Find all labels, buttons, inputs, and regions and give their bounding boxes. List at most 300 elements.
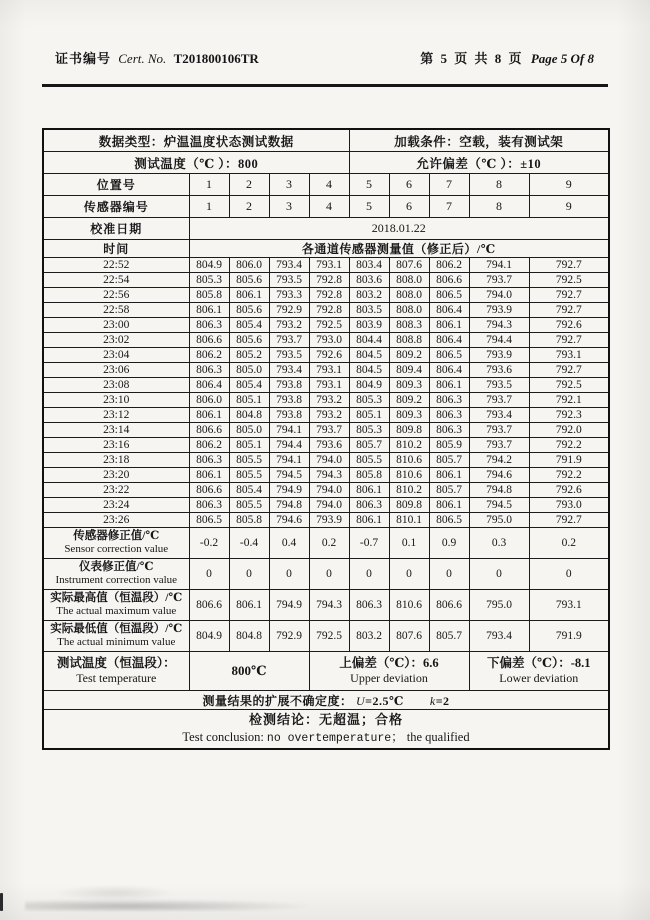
- reading-value: 806.1: [429, 498, 469, 513]
- reading-time: 23:20: [43, 468, 189, 483]
- instrument-correction-value: 0: [349, 559, 389, 590]
- actual-minimum-label-zh: 实际最低值（恒温段）/℃: [50, 623, 183, 636]
- reading-value: 805.3: [349, 423, 389, 438]
- reading-value: 810.1: [389, 513, 429, 528]
- conclusion-zh: 检测结论：无超温；合格: [249, 711, 404, 727]
- instrument-correction-value: 0: [229, 559, 269, 590]
- reading-value: 809.2: [389, 348, 429, 363]
- reading-value: 806.6: [189, 483, 229, 498]
- reading-value: 792.5: [529, 273, 609, 288]
- actual-maximum-label: [43, 590, 189, 621]
- reading-value: 806.5: [429, 513, 469, 528]
- reading-value: 805.7: [429, 483, 469, 498]
- actual-maximum-value: 795.0: [469, 590, 529, 621]
- summary-test-temp-label-zh: 测试温度（恒温段）：: [56, 655, 176, 670]
- reading-value: 794.1: [469, 258, 529, 273]
- conclusion-cell: [43, 710, 609, 750]
- reading-value: 793.7: [269, 333, 309, 348]
- reading-value: 792.7: [529, 513, 609, 528]
- reading-time: 23:00: [43, 318, 189, 333]
- reading-time: 23:12: [43, 408, 189, 423]
- reading-value: 806.2: [189, 348, 229, 363]
- reading-value: 808.0: [389, 273, 429, 288]
- reading-value: 805.1: [229, 438, 269, 453]
- actual-maximum-label-en: The actual maximum value: [56, 605, 177, 618]
- reading-row: [43, 513, 609, 528]
- reading-value: 805.8: [349, 468, 389, 483]
- reading-value: 794.8: [469, 483, 529, 498]
- reading-time: 23:06: [43, 363, 189, 378]
- reading-row: [43, 438, 609, 453]
- reading-value: 806.3: [429, 408, 469, 423]
- sensor-number-label: 传感器编号: [43, 196, 189, 218]
- reading-value: 809.2: [389, 393, 429, 408]
- reading-value: 792.6: [529, 318, 609, 333]
- reading-value: 804.9: [349, 378, 389, 393]
- sensor-number: 4: [309, 196, 349, 218]
- reading-value: 803.6: [349, 273, 389, 288]
- reading-row: [43, 318, 609, 333]
- sensor-correction-value: 0.4: [269, 528, 309, 559]
- document-header: [55, 48, 598, 68]
- reading-value: 794.8: [269, 498, 309, 513]
- reading-value: 806.3: [189, 363, 229, 378]
- reading-value: 793.6: [309, 438, 349, 453]
- reading-row: [43, 393, 609, 408]
- reading-value: 793.4: [269, 363, 309, 378]
- reading-value: 793.1: [529, 348, 609, 363]
- reading-time: 23:22: [43, 483, 189, 498]
- reading-value: 793.2: [309, 408, 349, 423]
- reading-value: 806.1: [189, 303, 229, 318]
- reading-time: 23:24: [43, 498, 189, 513]
- summary-deviation-row: [43, 652, 609, 691]
- actual-minimum-value: 803.2: [349, 621, 389, 652]
- reading-value: 804.5: [349, 348, 389, 363]
- reading-value: 792.9: [269, 303, 309, 318]
- conclusion-en-prefix: Test conclusion:: [182, 730, 267, 745]
- reading-value: 792.7: [529, 363, 609, 378]
- actual-maximum-value: 794.9: [269, 590, 309, 621]
- reading-value: 805.1: [349, 408, 389, 423]
- reading-value: 793.9: [469, 303, 529, 318]
- reading-value: 806.5: [429, 288, 469, 303]
- position-number: 8: [469, 174, 529, 196]
- scan-edge-artifact: [0, 893, 3, 911]
- reading-value: 807.6: [389, 258, 429, 273]
- reading-value: 792.1: [529, 393, 609, 408]
- reading-value: 793.6: [469, 363, 529, 378]
- reading-value: 806.1: [429, 378, 469, 393]
- uncertainty-row: [43, 691, 609, 710]
- sensor-correction-value: 0.2: [309, 528, 349, 559]
- sensor-correction-value: 0.9: [429, 528, 469, 559]
- actual-maximum-label-zh: 实际最高值（恒温段）/℃: [50, 592, 183, 605]
- reading-value: 805.7: [429, 453, 469, 468]
- sensor-correction-value: -0.7: [349, 528, 389, 559]
- sensor-number-row: [43, 196, 609, 218]
- reading-value: 808.3: [389, 318, 429, 333]
- reading-value: 806.3: [189, 498, 229, 513]
- instrument-correction-label: [43, 559, 189, 590]
- sensor-correction-value: 0.3: [469, 528, 529, 559]
- reading-value: 793.7: [469, 273, 529, 288]
- reading-value: 806.1: [189, 468, 229, 483]
- reading-value: 805.1: [229, 393, 269, 408]
- reading-value: 795.0: [469, 513, 529, 528]
- reading-value: 804.8: [229, 408, 269, 423]
- reading-value: 805.4: [229, 483, 269, 498]
- allowed-deviation-cell: 允许偏差（℃ ）：±10: [349, 152, 609, 174]
- actual-maximum-row: [43, 590, 609, 621]
- reading-value: 805.8: [189, 288, 229, 303]
- actual-minimum-row: [43, 621, 609, 652]
- sensor-number: 3: [269, 196, 309, 218]
- instrument-correction-label-en: Instrument correction value: [55, 574, 178, 587]
- uncertainty-u-symbol: U: [355, 693, 366, 708]
- reading-time: 23:08: [43, 378, 189, 393]
- summary-test-temp-value: 800℃: [189, 652, 309, 691]
- reading-value: 794.4: [469, 333, 529, 348]
- reading-row: [43, 468, 609, 483]
- reading-value: 793.8: [269, 393, 309, 408]
- reading-value: 793.5: [269, 273, 309, 288]
- reading-time: 23:02: [43, 333, 189, 348]
- reading-row: [43, 498, 609, 513]
- reading-value: 794.5: [469, 498, 529, 513]
- instrument-correction-label-zh: 仪表修正值/℃: [79, 561, 154, 574]
- sensor-correction-value: -0.4: [229, 528, 269, 559]
- reading-value: 794.6: [269, 513, 309, 528]
- reading-value: 794.1: [269, 453, 309, 468]
- actual-minimum-value: 805.7: [429, 621, 469, 652]
- reading-value: 805.2: [229, 348, 269, 363]
- sensor-correction-value: -0.2: [189, 528, 229, 559]
- reading-time: 23:04: [43, 348, 189, 363]
- actual-minimum-label-en: The actual minimum value: [57, 636, 176, 649]
- test-temperature-cell: 测试温度（℃ ）：800: [43, 152, 349, 174]
- reading-value: 794.3: [309, 468, 349, 483]
- reading-value: 809.3: [389, 408, 429, 423]
- sensor-correction-label-zh: 传感器修正值/℃: [73, 530, 160, 543]
- upper-deviation-cell: [309, 652, 469, 691]
- reading-value: 805.9: [429, 438, 469, 453]
- reading-value: 806.4: [429, 333, 469, 348]
- reading-value: 806.2: [429, 258, 469, 273]
- reading-value: 806.1: [189, 408, 229, 423]
- reading-value: 805.6: [229, 303, 269, 318]
- actual-minimum-value: 791.9: [529, 621, 609, 652]
- reading-value: 805.4: [229, 318, 269, 333]
- uncertainty-u-value: =2.5℃: [365, 693, 404, 708]
- lower-deviation-zh: 下偏差（℃）：-8.1: [486, 655, 591, 670]
- calibration-date-row: [43, 218, 609, 240]
- meta-row-1: [43, 129, 609, 152]
- reading-value: 806.4: [429, 363, 469, 378]
- reading-value: 805.7: [349, 438, 389, 453]
- reading-value: 794.0: [309, 483, 349, 498]
- sensor-correction-value: 0.2: [529, 528, 609, 559]
- reading-value: 806.1: [349, 483, 389, 498]
- reading-value: 794.5: [269, 468, 309, 483]
- time-header-label: 时间: [43, 240, 189, 258]
- reading-value: 805.4: [229, 378, 269, 393]
- position-number: 1: [189, 174, 229, 196]
- reading-value: 805.3: [349, 393, 389, 408]
- reading-value: 806.6: [189, 333, 229, 348]
- reading-value: 793.7: [469, 423, 529, 438]
- reading-time: 23:18: [43, 453, 189, 468]
- uncertainty-k-value: =2: [435, 693, 450, 708]
- reading-value: 808.0: [389, 288, 429, 303]
- reading-time: 23:14: [43, 423, 189, 438]
- sensor-number: 1: [189, 196, 229, 218]
- reading-value: 805.3: [189, 273, 229, 288]
- reading-value: 793.2: [309, 393, 349, 408]
- reading-value: 805.6: [229, 333, 269, 348]
- reading-value: 792.8: [309, 288, 349, 303]
- sensor-number: 9: [529, 196, 609, 218]
- reading-value: 806.5: [429, 348, 469, 363]
- reading-value: 792.2: [529, 468, 609, 483]
- reading-value: 793.5: [269, 348, 309, 363]
- scan-smudge-faint: [55, 885, 175, 901]
- reading-value: 806.1: [429, 468, 469, 483]
- reading-value: 793.4: [269, 258, 309, 273]
- reading-value: 792.8: [309, 303, 349, 318]
- reading-row: [43, 348, 609, 363]
- reading-value: 792.0: [529, 423, 609, 438]
- reading-time: 22:52: [43, 258, 189, 273]
- reading-row: [43, 453, 609, 468]
- reading-time: 22:56: [43, 288, 189, 303]
- reading-value: 792.3: [529, 408, 609, 423]
- instrument-correction-row: [43, 559, 609, 590]
- reading-value: 808.0: [389, 303, 429, 318]
- instrument-correction-value: 0: [189, 559, 229, 590]
- reading-value: 803.4: [349, 258, 389, 273]
- readings-body: [43, 258, 609, 528]
- position-number: 9: [529, 174, 609, 196]
- header-divider-rule: [42, 84, 608, 87]
- calibration-date-value: 2018.01.22: [189, 218, 609, 240]
- cert-label-zh: 证书编号: [55, 51, 112, 66]
- reading-time: 22:58: [43, 303, 189, 318]
- reading-row: [43, 258, 609, 273]
- reading-value: 806.4: [429, 303, 469, 318]
- reading-value: 792.8: [309, 273, 349, 288]
- instrument-correction-value: 0: [269, 559, 309, 590]
- reading-value: 805.5: [349, 453, 389, 468]
- reading-row: [43, 273, 609, 288]
- reading-value: 806.0: [229, 258, 269, 273]
- reading-value: 806.1: [429, 318, 469, 333]
- actual-maximum-value: 806.6: [429, 590, 469, 621]
- actual-maximum-value: 806.1: [229, 590, 269, 621]
- actual-minimum-value: 793.4: [469, 621, 529, 652]
- test-data-table: [42, 128, 610, 750]
- reading-value: 805.5: [229, 468, 269, 483]
- reading-value: 809.3: [389, 378, 429, 393]
- page-number-line: [420, 48, 598, 67]
- actual-minimum-value: 792.5: [309, 621, 349, 652]
- reading-value: 806.4: [189, 378, 229, 393]
- reading-value: 793.3: [269, 288, 309, 303]
- reading-value: 794.0: [309, 498, 349, 513]
- reading-value: 805.5: [229, 453, 269, 468]
- actual-minimum-value: 807.6: [389, 621, 429, 652]
- reading-value: 794.2: [469, 453, 529, 468]
- reading-value: 805.6: [229, 273, 269, 288]
- reading-row: [43, 483, 609, 498]
- reading-value: 809.4: [389, 363, 429, 378]
- reading-time: 22:54: [43, 273, 189, 288]
- reading-value: 792.5: [309, 318, 349, 333]
- reading-value: 791.9: [529, 453, 609, 468]
- reading-value: 793.5: [469, 378, 529, 393]
- reading-value: 792.6: [529, 483, 609, 498]
- page-info-zh: 第 5 页 共 8 页: [420, 51, 524, 66]
- position-row: [43, 174, 609, 196]
- reading-value: 793.1: [309, 378, 349, 393]
- upper-deviation-en: Upper deviation: [350, 671, 428, 686]
- instrument-correction-value: 0: [389, 559, 429, 590]
- actual-minimum-value: 804.8: [229, 621, 269, 652]
- position-label: 位置号: [43, 174, 189, 196]
- reading-value: 806.6: [429, 273, 469, 288]
- reading-time: 23:10: [43, 393, 189, 408]
- reading-value: 793.1: [309, 363, 349, 378]
- actual-maximum-value: 810.6: [389, 590, 429, 621]
- lower-deviation-cell: [469, 652, 609, 691]
- instrument-correction-value: 0: [469, 559, 529, 590]
- reading-value: 804.9: [189, 258, 229, 273]
- calibration-date-label: 校准日期: [43, 218, 189, 240]
- reading-value: 793.7: [469, 393, 529, 408]
- conclusion-en: [45, 729, 607, 747]
- reading-value: 810.2: [389, 438, 429, 453]
- reading-value: 806.3: [429, 423, 469, 438]
- reading-value: 793.1: [309, 258, 349, 273]
- sensor-correction-row: [43, 528, 609, 559]
- sensor-number: 7: [429, 196, 469, 218]
- instrument-correction-value: 0: [309, 559, 349, 590]
- reading-value: 810.6: [389, 453, 429, 468]
- reading-value: 793.8: [269, 408, 309, 423]
- reading-row: [43, 333, 609, 348]
- actual-minimum-label: [43, 621, 189, 652]
- actual-maximum-value: 793.1: [529, 590, 609, 621]
- reading-value: 793.0: [529, 498, 609, 513]
- reading-value: 792.7: [529, 288, 609, 303]
- meta-row-2: [43, 152, 609, 174]
- instrument-correction-value: 0: [529, 559, 609, 590]
- reading-value: 806.3: [189, 318, 229, 333]
- summary-test-temp-label-en: Test temperature: [76, 671, 157, 686]
- data-type-cell: 数据类型：炉温温度状态测试数据: [43, 129, 349, 152]
- reading-value: 792.2: [529, 438, 609, 453]
- reading-value: 792.7: [529, 303, 609, 318]
- sensor-number: 6: [389, 196, 429, 218]
- reading-value: 794.4: [269, 438, 309, 453]
- sensor-number: 8: [469, 196, 529, 218]
- position-number: 3: [269, 174, 309, 196]
- reading-value: 805.0: [229, 363, 269, 378]
- lower-deviation-en: Lower deviation: [499, 671, 579, 686]
- reading-value: 809.8: [389, 498, 429, 513]
- loading-condition-cell: 加载条件：空载，装有测试架: [349, 129, 609, 152]
- actual-maximum-value: 806.6: [189, 590, 229, 621]
- reading-value: 793.4: [469, 408, 529, 423]
- reading-value: 803.2: [349, 288, 389, 303]
- reading-value: 793.0: [309, 333, 349, 348]
- reading-value: 793.7: [469, 438, 529, 453]
- uncertainty-cell: [43, 691, 609, 710]
- reading-time: 23:26: [43, 513, 189, 528]
- reading-value: 806.2: [189, 438, 229, 453]
- uncertainty-k-symbol: k: [429, 693, 436, 708]
- position-number: 6: [389, 174, 429, 196]
- actual-minimum-value: 792.9: [269, 621, 309, 652]
- reading-value: 808.8: [389, 333, 429, 348]
- reading-value: 794.9: [269, 483, 309, 498]
- conclusion-en-suffix: ； the qualified: [391, 730, 470, 745]
- reading-value: 792.6: [309, 348, 349, 363]
- reading-value: 794.6: [469, 468, 529, 483]
- reading-value: 804.4: [349, 333, 389, 348]
- reading-value: 803.5: [349, 303, 389, 318]
- reading-value: 803.9: [349, 318, 389, 333]
- reading-row: [43, 408, 609, 423]
- reading-value: 793.8: [269, 378, 309, 393]
- reading-value: 806.1: [349, 513, 389, 528]
- reading-value: 810.2: [389, 483, 429, 498]
- reading-value: 794.0: [469, 288, 529, 303]
- sensor-number: 2: [229, 196, 269, 218]
- reading-value: 792.5: [529, 378, 609, 393]
- position-number: 2: [229, 174, 269, 196]
- sensor-number: 5: [349, 196, 389, 218]
- sensor-correction-label: [43, 528, 189, 559]
- reading-row: [43, 378, 609, 393]
- reading-value: 793.9: [309, 513, 349, 528]
- reading-row: [43, 303, 609, 318]
- actual-maximum-value: 806.3: [349, 590, 389, 621]
- summary-test-temp-label: [43, 652, 189, 691]
- reading-value: 792.7: [529, 333, 609, 348]
- reading-value: 810.6: [389, 468, 429, 483]
- cert-number: T201800106TR: [173, 51, 259, 66]
- position-number: 5: [349, 174, 389, 196]
- reading-value: 805.0: [229, 423, 269, 438]
- reading-row: [43, 363, 609, 378]
- page-info-en: Page 5 Of 8: [530, 51, 594, 66]
- reading-value: 806.1: [229, 288, 269, 303]
- reading-value: 794.0: [309, 453, 349, 468]
- actual-maximum-value: 794.3: [309, 590, 349, 621]
- instrument-correction-value: 0: [429, 559, 469, 590]
- reading-value: 805.8: [229, 513, 269, 528]
- reading-value: 806.0: [189, 393, 229, 408]
- reading-value: 806.5: [189, 513, 229, 528]
- reading-value: 805.5: [229, 498, 269, 513]
- upper-deviation-zh: 上偏差（℃）：6.6: [339, 655, 439, 670]
- reading-value: 806.6: [189, 423, 229, 438]
- channel-values-header: 各通道传感器测量值（修正后）/℃: [189, 240, 609, 258]
- reading-value: 806.3: [189, 453, 229, 468]
- reading-value: 809.8: [389, 423, 429, 438]
- reading-value: 793.9: [469, 348, 529, 363]
